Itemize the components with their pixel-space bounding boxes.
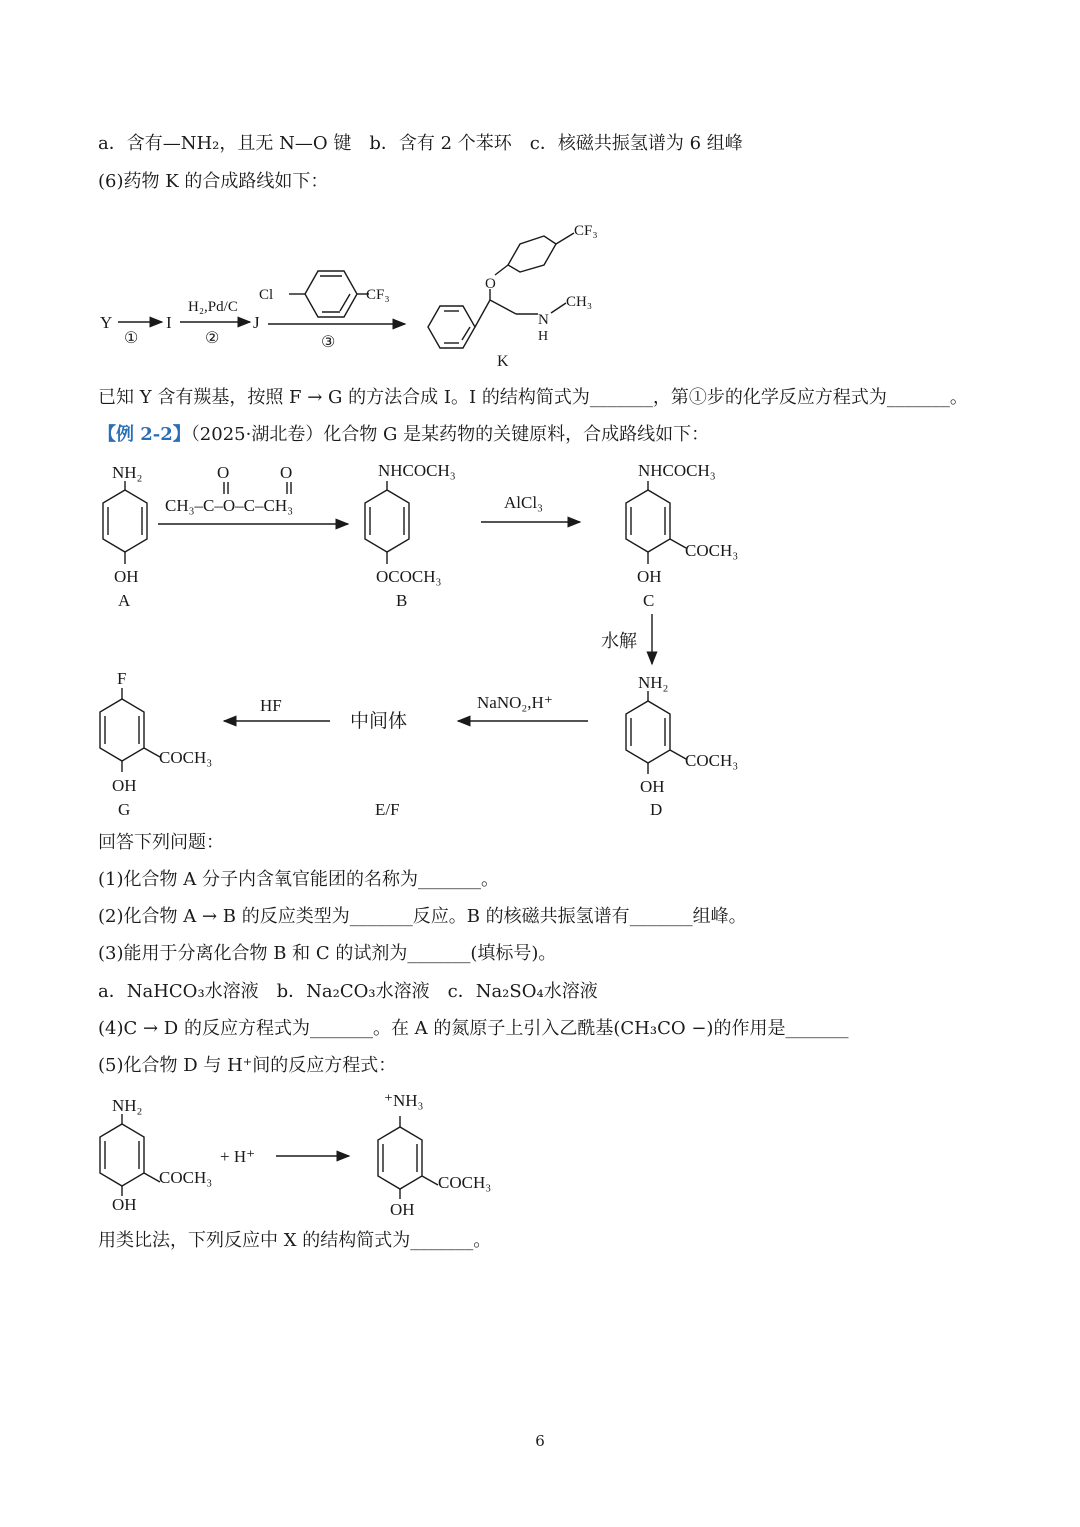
anhydride-o-1: O xyxy=(217,463,230,482)
q5-options: a．含有—NH₂，且无 N—O 键 b．含有 2 个苯环 c．核磁共振氢谱为 6 组峰 xyxy=(98,133,743,154)
eq-d-structure xyxy=(100,1096,212,1214)
intermediate-ef-label: E/F xyxy=(375,800,400,819)
compound-j: J xyxy=(253,313,260,332)
eq-d-coch3: COCH₃ xyxy=(159,1168,213,1187)
q6-title: (6)药物 K 的合成路线如下： xyxy=(98,171,329,192)
a-nh2: NH₂ xyxy=(112,463,143,482)
eq-product-oh: OH xyxy=(390,1200,415,1219)
eq-d-nh2: NH₂ xyxy=(112,1096,143,1115)
anhydride-formula: CH₃–C–O–C–CH₃ xyxy=(165,496,294,515)
scheme-k xyxy=(100,223,598,370)
c-nhcoch3: NHCOCH₃ xyxy=(638,461,716,480)
compound-g-label: G xyxy=(118,800,131,819)
g-f: F xyxy=(117,669,127,688)
compound-c-structure xyxy=(626,461,738,610)
cf3-label-reagent: CF₃ xyxy=(366,287,390,303)
eq-d-oh: OH xyxy=(112,1195,137,1214)
eq-product-structure xyxy=(378,1091,491,1219)
compound-a-label: A xyxy=(118,591,131,610)
o-label: O xyxy=(485,276,496,292)
compound-i: I xyxy=(166,313,172,332)
question-1: (1)化合物 A 分子内含氧官能团的名称为_______。 xyxy=(98,869,499,890)
g-coch3: COCH₃ xyxy=(159,748,213,767)
step-2-label: ② xyxy=(205,330,220,347)
compound-d-structure xyxy=(626,673,738,819)
eq-hplus: + H⁺ xyxy=(220,1147,256,1166)
compound-k-label: K xyxy=(497,353,509,370)
compound-d-label: D xyxy=(650,800,663,819)
reagent-hf: HF xyxy=(260,696,282,715)
compound-c-label: C xyxy=(643,591,655,610)
equation-d-protonation xyxy=(100,1091,491,1219)
scheme-g xyxy=(100,461,738,819)
question-5-end: 用类比法，下列反应中 X 的结构简式为_______。 xyxy=(98,1230,492,1251)
c-coch3: COCH₃ xyxy=(685,541,739,560)
eq-product-coch3: COCH₃ xyxy=(438,1173,492,1192)
ch3-label-k: CH₃ xyxy=(566,294,593,310)
a-oh: OH xyxy=(114,567,139,586)
question-4: (4)C → D 的反应方程式为_______。在 A 的氮原子上引入乙酰基(CH₃CO −)的作用是_______ xyxy=(98,1018,849,1039)
reagent-h2-pdc: H₂,Pd/C xyxy=(188,299,238,315)
d-coch3: COCH₃ xyxy=(685,751,739,770)
question-3-options: a．NaHCO₃水溶液 b．Na₂CO₃水溶液 c．Na₂SO₄水溶液 xyxy=(98,981,598,1002)
reagent-chloro-cf3-benzene xyxy=(259,271,390,317)
q6-question: 已知 Y 含有羰基，按照 F → G 的方法合成 I。I 的结构简式为_______，第①步的化学反应方程式为_______。 xyxy=(98,387,968,408)
b-nhcoch3: NHCOCH₃ xyxy=(378,461,456,480)
compound-b-label: B xyxy=(396,591,408,610)
example-label: 【例 2-2】 xyxy=(98,424,191,445)
answer-intro: 回答下列问题： xyxy=(98,832,224,853)
example-text: （2025·湖北卷）化合物 G 是某药物的关键原料，合成路线如下： xyxy=(190,424,710,445)
step-3-label: ③ xyxy=(321,334,336,351)
d-oh: OH xyxy=(640,777,665,796)
reagent-nano2: NaNO₂,H⁺ xyxy=(477,693,553,712)
step-1-label: ① xyxy=(124,330,139,347)
anhydride-o-2: O xyxy=(280,463,293,482)
eq-product-nh3plus: ⁺NH₃ xyxy=(384,1091,424,1110)
intermediate-label: 中间体 xyxy=(350,711,408,732)
n-label: N xyxy=(538,312,549,328)
g-oh: OH xyxy=(112,776,137,795)
compound-k-structure xyxy=(428,223,598,370)
h-label: H xyxy=(538,329,549,344)
question-2: (2)化合物 A → B 的反应类型为_______反应。B 的核磁共振氢谱有_______组峰。 xyxy=(98,906,747,927)
compound-a-structure xyxy=(103,463,147,610)
cf3-label-k: CF₃ xyxy=(574,223,598,239)
compound-y: Y xyxy=(100,313,113,332)
b-ococh3: OCOCH₃ xyxy=(376,567,442,586)
compound-b-structure xyxy=(365,461,456,610)
d-nh2: NH₂ xyxy=(638,673,669,692)
c-oh: OH xyxy=(637,567,662,586)
compound-g-structure xyxy=(100,669,212,819)
question-5: (5)化合物 D 与 H⁺间的反应方程式： xyxy=(98,1055,397,1076)
reagent-hydrolysis: 水解 xyxy=(601,631,637,651)
reagent-alcl3: AlCl₃ xyxy=(504,493,543,512)
cl-label: Cl xyxy=(259,287,274,303)
page-number: 6 xyxy=(535,1432,545,1450)
question-3: (3)能用于分离化合物 B 和 C 的试剂为_______(填标号)。 xyxy=(98,943,557,964)
